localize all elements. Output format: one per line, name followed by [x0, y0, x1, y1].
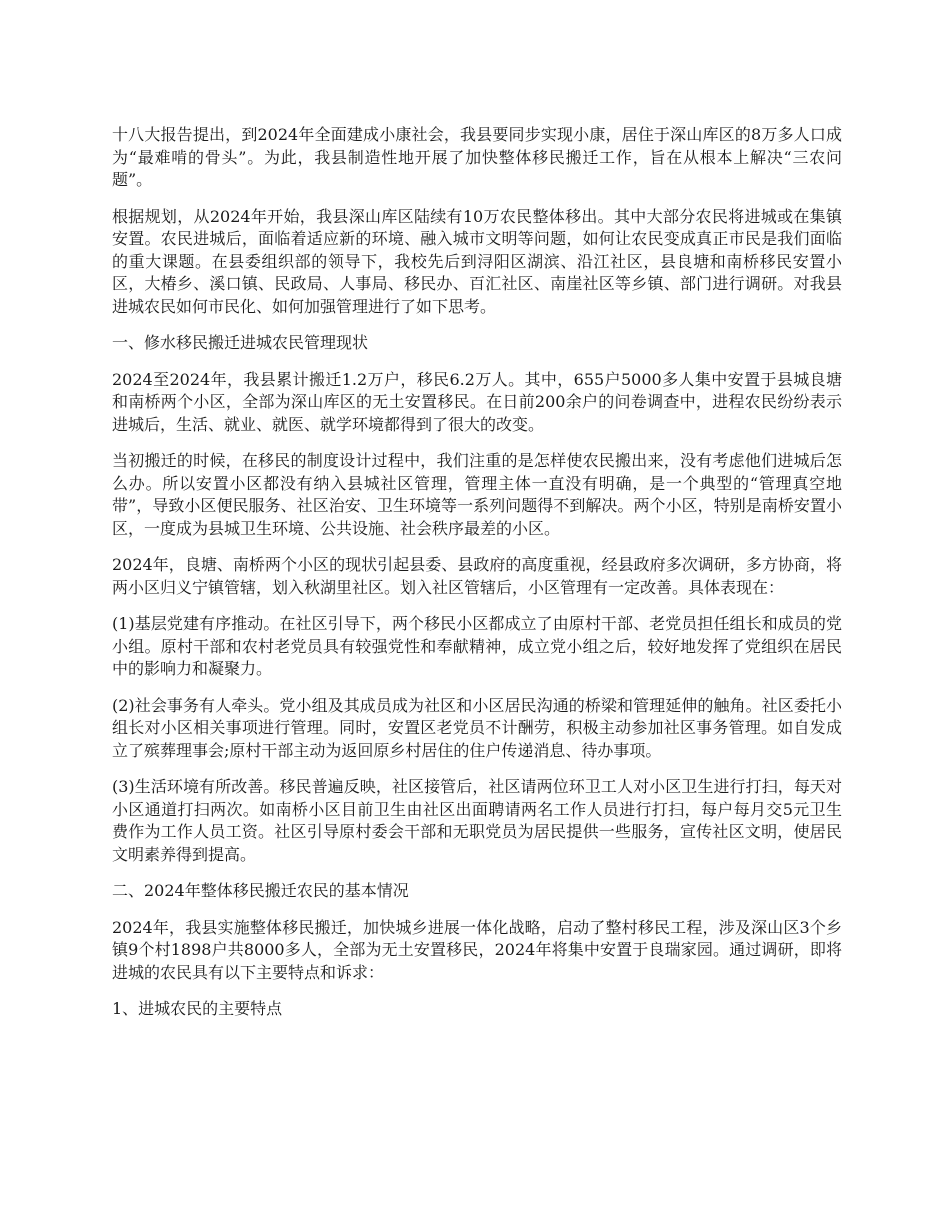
problem-paragraph: 当初搬迁的时候，在移民的制度设计过程中，我们注重的是怎样使农民搬出来，没有考虑他们进城后怎么办。所以安置小区都没有纳入县城社区管理，管理主体一直没有明确，是一个典型的“管理真空地带”，导致小区便民服务、社区治安、卫生环境等一系列问题得不到解决。两个小区，特别是南桥安置小区，一度成为县城卫生环境、公共设施、社会秩序最差的小区。: [112, 451, 842, 538]
document-body: [112, 124, 842, 1035]
section-heading-2: 二、2024年整体移民搬迁农民的基本情况: [112, 881, 409, 900]
relocation-paragraph: 2024年，我县实施整体移民搬迁，加快城乡进展一体化战略，启动了整村移民工程，涉及深山区3个乡镇9个村1898户共8000多人，全部为无土安置移民，2024年将集中安置于良瑞家园。通过调研，即将进城的农民具有以下主要特点和诉求：: [112, 917, 842, 982]
list-item-environment: (3)生活环境有所改善。移民普遍反映，社区接管后，社区请两位环卫工人对小区卫生进行打扫，每天对小区通道打扫两次。如南桥小区目前卫生由社区出面聘请两名工作人员进行打扫，每户每月交5元卫生费作为工作人员工资。社区引导原村委会干部和无职党员为居民提供一些服务，宣传社区文明，使居民文明素养得到提高。: [112, 777, 842, 864]
list-item-party-building: (1)基层党建有序推动。在社区引导下，两个移民小区都成立了由原村干部、老党员担任组长和成员的党小组。原村干部和农村老党员具有较强党性和奉献精神，成立党小组之后，较好地发挥了党组织在居民中的影响力和凝聚力。: [112, 614, 842, 678]
list-item-social-affairs: (2)社会事务有人牵头。党小组及其成员成为社区和小区居民沟通的桥梁和管理延伸的触角。社区委托小组长对小区相关事项进行管理。同时，安置区老党员不计酬劳，积极主动参加社区事务管理。如自发成立了殡葬理事会;原村干部主动为返回原乡村居住的住户传递消息、待办事项。: [112, 695, 842, 760]
subsection-heading-1: 1、进城农民的主要特点: [112, 999, 283, 1018]
status-paragraph: 2024至2024年，我县累计搬迁1.2万户，移民6.2万人。其中，655户5000多人集中安置于县城良塘和南桥两个小区，全部为深山库区的无土安置移民。在日前200余户的问卷调查中，进程农民纷纷表示进城后，生活、就业、就医、就学环境都得到了很大的改变。: [112, 369, 842, 434]
section-heading-1: 一、修水移民搬迁进城农民管理现状: [112, 333, 369, 352]
intro-paragraph: 十八大报告提出，到2024年全面建成小康社会，我县要同步实现小康，居住于深山库区的8万多人口成为“最难啃的骨头”。为此，我县制造性地开展了加快整体移民搬迁工作，旨在从根本上解决“三农问题”。: [112, 125, 842, 189]
improvement-paragraph: 2024年，良塘、南桥两个小区的现状引起县委、县政府的高度重视，经县政府多次调研，多方协商，将两小区归义宁镇管辖，划入秋湖里社区。划入社区管辖后，小区管理有一定改善。具体表现在：: [112, 555, 842, 597]
planning-paragraph: 根据规划，从2024年开始，我县深山库区陆续有10万农民整体移出。其中大部分农民将进城或在集镇安置。农民进城后，面临着适应新的环境、融入城市文明等问题，如何让农民变成真正市民是我们面临的重大课题。在县委组织部的领导下，我校先后到浔阳区湖滨、沿江社区，县良塘和南桥移民安置小区，大椿乡、溪口镇、民政局、人事局、移民办、百汇社区、南崖社区等乡镇、部门进行调研。对我县进城农民如何市民化、如何加强管理进行了如下思考。: [112, 206, 842, 316]
